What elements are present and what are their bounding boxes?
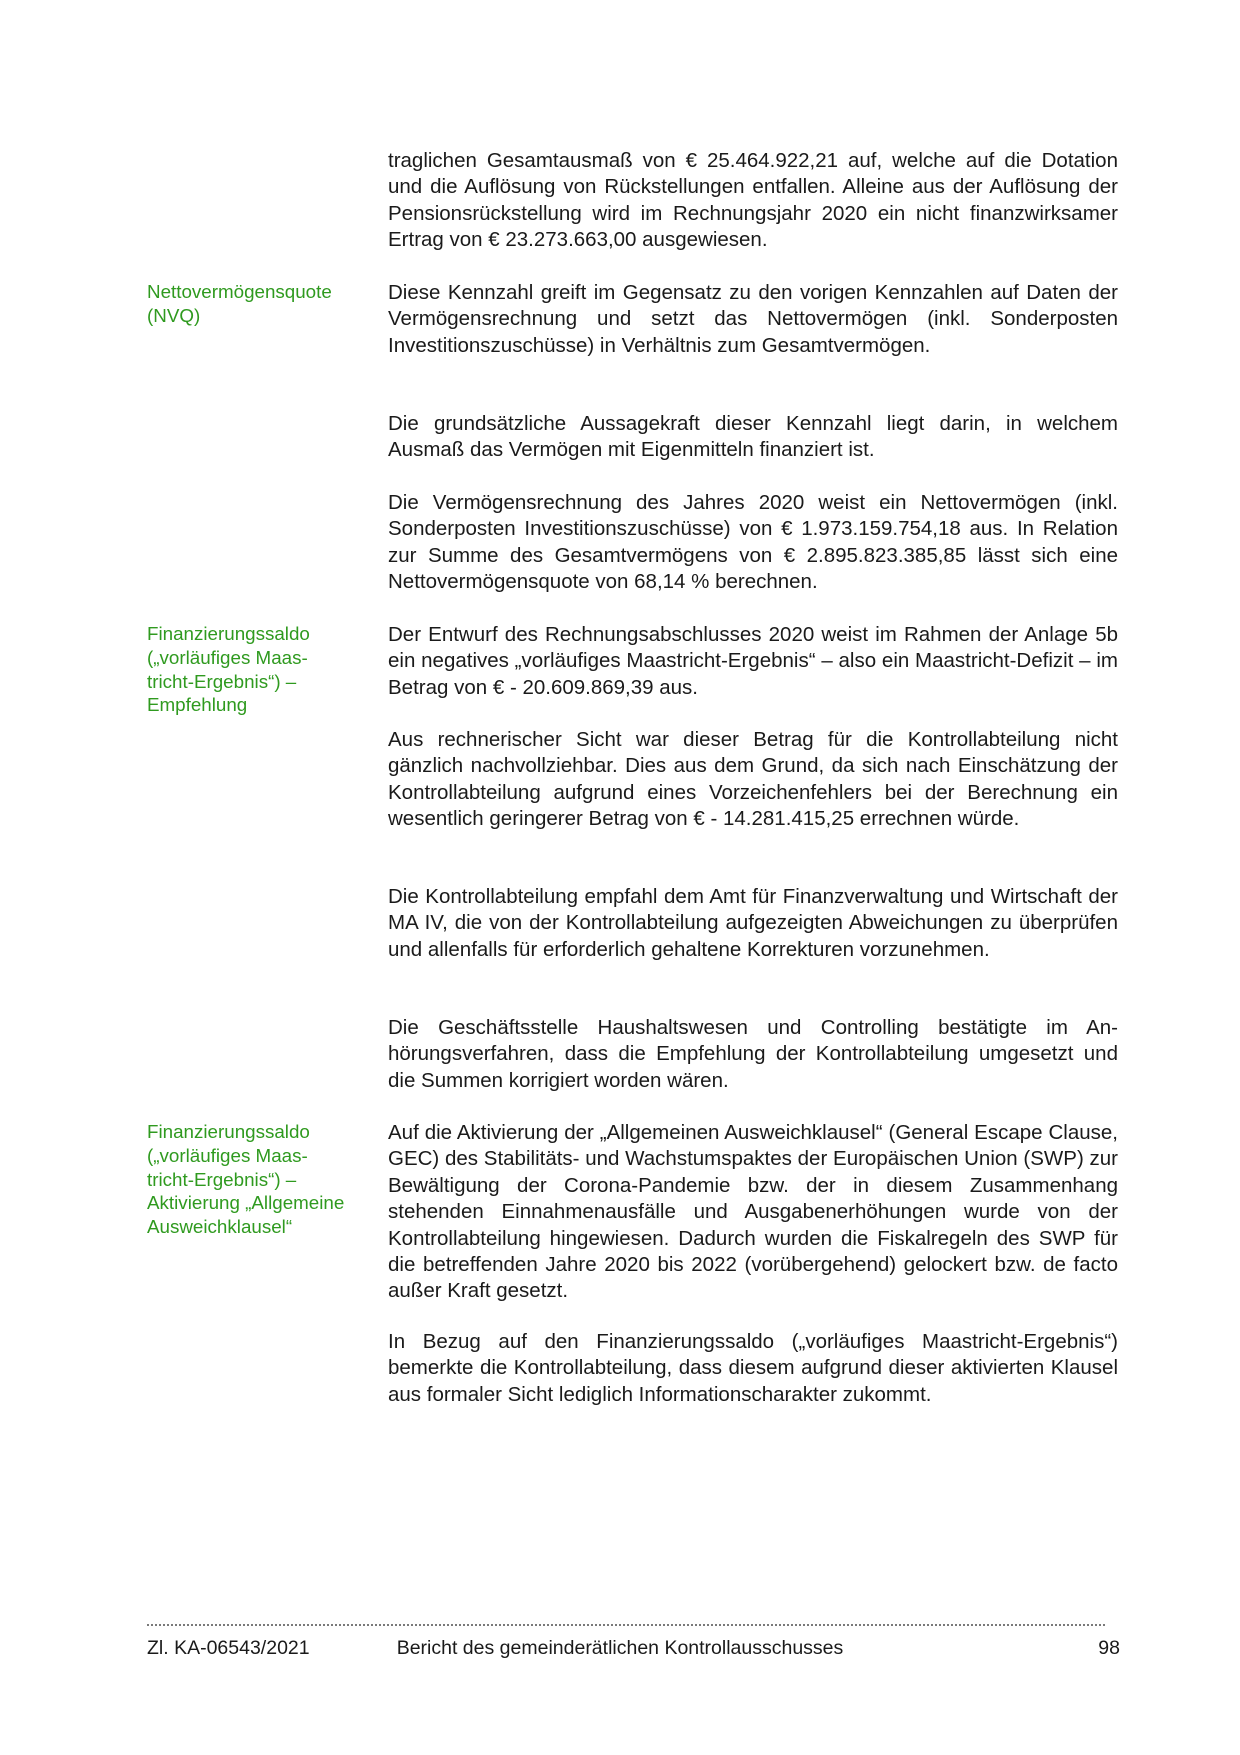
margin-note-line: („vorläufiges Maas- — [147, 1144, 308, 1166]
body-text-block-2b — [388, 727, 1118, 833]
paragraph: In Bezug auf den Finanzierungssaldo („vorläufiges Maastricht-Ergebnis“) bemerkte die Kontrollabteilung, dass diesem aufgrund dieser aktivierten Klausel aus formaler Sicht lediglich Informationscharakter zukommt. — [388, 1330, 1118, 1406]
margin-note-line: Finanzierungssaldo — [147, 623, 310, 644]
paragraph: Diese Kennzahl greift im Gegensatz zu den vorigen Kennzahlen auf Daten der Vermögensrechnung und setzt das Nettovermögen (inkl. Sonderposten Investitionszuschüsse) in Verhältnis zum Gesamtvermögen. — [388, 281, 1118, 357]
margin-note-line: (NVQ) — [147, 304, 201, 326]
body-text-block-2 — [388, 622, 1118, 701]
paragraph: Der Entwurf des Rechnungsabschlusses 2020 weist im Rahmen der Anlage 5b ein negatives „vorläufiges Maastricht-Ergebnis“ – also ein Maastricht-Defizit – im Betrag von € - 20.609.869,39 aus. — [388, 623, 1118, 699]
margin-note-line: tricht-Ergebnis“) – — [147, 1168, 297, 1190]
margin-note-line: Nettovermögensquote — [147, 281, 332, 302]
paragraph: Die Vermögensrechnung des Jahres 2020 weist ein Nettovermögen (inkl. Sonderposten Investitionszuschüsse) von € 1.973.159.754,18 aus. In Relation zur Summe des Gesamtvermögens von € 2.895.823.385,85 lässt sich eine Nettovermögensquote von 68,14 % berechnen. — [388, 491, 1118, 594]
body-text-block-3b — [388, 1329, 1118, 1408]
margin-note-line: Ausweichklausel“ — [147, 1216, 293, 1238]
margin-note-line: Empfehlung — [147, 694, 248, 716]
body-text-block-3 — [388, 1120, 1118, 1305]
footer-title: Bericht des gemeinderätlichen Kontrollausschusses — [396, 1637, 844, 1659]
margin-note-line: Aktivierung „Allgemeine — [147, 1192, 345, 1214]
paragraph: traglichen Gesamtausmaß von € 25.464.922,21 auf, welche auf die Dotation und die Auflösung von Rückstellungen entfallen. Alleine aus der Auflösung der Pensionsrückstellung wird im Rechnungsjahr 2020 ein nicht finanzwirksamer Ertrag von € 23.273.663,00 ausgewiesen. — [388, 149, 1118, 252]
body-text-block-2d — [388, 1015, 1118, 1094]
body-text-block-1b — [388, 411, 1118, 464]
margin-note-line: Finanzierungssaldo — [147, 1121, 310, 1142]
paragraph: Die Kontrollabteilung empfahl dem Amt für Finanzverwaltung und Wirtschaft der MA IV, die von der Kontrollabteilung aufgezeigten Abweichungen zu überprüfen und allenfalls für erforderlich gehaltene Korrekturen vorzunehmen. — [388, 885, 1118, 961]
body-text-block-1 — [388, 280, 1118, 359]
margin-note-finanzierungssaldo-aktivierung — [147, 1120, 377, 1239]
paragraph: Aus rechnerischer Sicht war dieser Betrag für die Kontrollabteilung nicht gänzlich nachvollziehbar. Dies aus dem Grund, da sich nach Einschätzung der Kontrollabteilung aufgrund eines Vorzeichenfehlers bei der Berechnung ein wesentlich geringerer Betrag von € - 14.281.415,25 errechnen würde. — [388, 728, 1118, 831]
paragraph: Auf die Aktivierung der „Allgemeinen Ausweichklausel“ (General Escape Clause, GEC) des Stabilitäts- und Wachstumspaktes der Europäischen Union (SWP) zur Bewältigung der Corona-Pandemie bzw. der in diesem Zusammenhang stehenden Einnahmenausfälle und Ausgabenerhöhungen wurde von der Kontrollabteilung hingewiesen. Dadurch wurden die Fiskalregeln des SWP für die betreffenden Jahre 2020 bis 2022 (vorübergehend) gelockert bzw. de facto außer Kraft gesetzt. — [388, 1121, 1118, 1303]
margin-note-line: („vorläufiges Maas- — [147, 646, 308, 668]
margin-note-nettovermoegensquote — [147, 280, 377, 328]
footer-reference: Zl. KA-06543/2021 — [147, 1637, 310, 1659]
paragraph: Die grundsätzliche Aussagekraft dieser Kennzahl liegt darin, in welchem Ausmaß das Vermögen mit Eigenmitteln finanziert ist. — [388, 412, 1118, 462]
margin-note-line: tricht-Ergebnis“) – — [147, 670, 297, 692]
paragraph: Die Geschäftsstelle Haushaltswesen und Controlling bestätigte im Anhörungsverfahren, dass die Empfehlung der Kontrollabteilung umgesetzt und die Summen korrigiert worden wären. — [388, 1016, 1118, 1092]
footer-divider — [147, 1624, 1105, 1626]
body-text-block-0 — [388, 148, 1118, 254]
page-number: 98 — [1098, 1637, 1120, 1659]
body-text-block-2c — [388, 884, 1118, 963]
margin-note-finanzierungssaldo-empfehlung — [147, 622, 377, 717]
body-text-block-1c — [388, 490, 1118, 596]
